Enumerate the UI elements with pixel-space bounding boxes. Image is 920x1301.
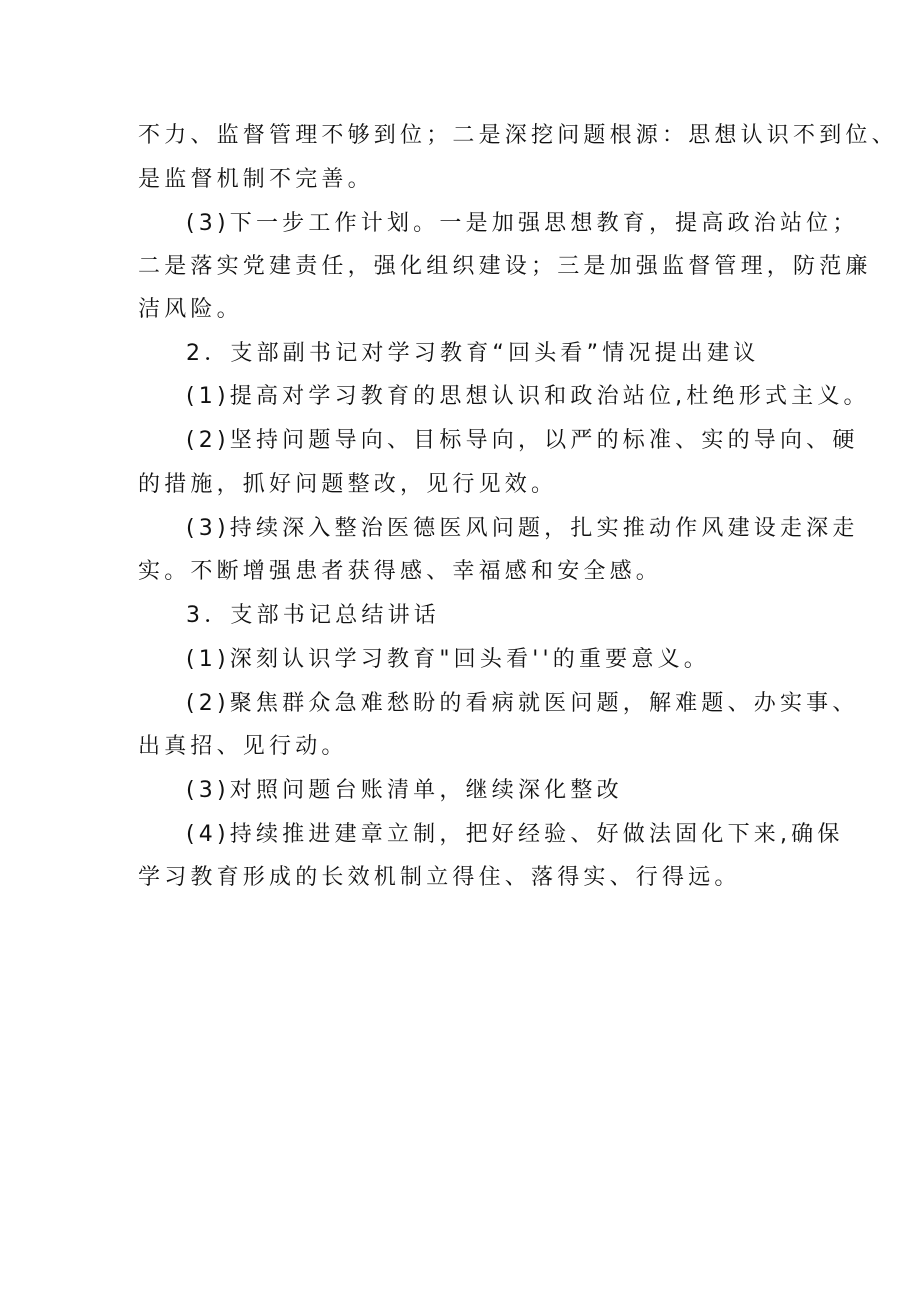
paragraph-line: (2)坚持问题导向、目标导向，以严的标准、实的导向、硬 <box>186 428 859 453</box>
section-heading: 2．支部副书记对学习教育“回头看”情况提出建议 <box>186 341 760 366</box>
paragraph-line: (3)下一步工作计划。一是加强思想教育，提高政治站位； <box>186 211 859 236</box>
paragraph-line: 洁风险。 <box>138 297 243 322</box>
paragraph-line: (1)提高对学习教育的思想认识和政治站位,杜绝形式主义。 <box>186 384 870 409</box>
paragraph-line: 是监督机制不完善。 <box>138 167 374 192</box>
paragraph-line: (4)持续推进建章立制，把好经验、好做法固化下来,确保 <box>186 822 844 847</box>
paragraph-line: 出真招、见行动。 <box>138 734 348 759</box>
paragraph-line: 不力、监督管理不够到位；二是深挖问题根源：思想认识不到位、 <box>138 123 898 148</box>
paragraph-line: (3)持续深入整治医德医风问题，扎实推动作风建设走深走 <box>186 516 859 541</box>
paragraph-line: 的措施，抓好问题整改，见行见效。 <box>138 472 558 497</box>
paragraph-line: (1)深刻认识学习教育"回头看''的重要意义。 <box>186 647 710 672</box>
paragraph-line: (3)对照问题台账清单，继续深化整改 <box>186 778 623 803</box>
section-heading: 3．支部书记总结讲话 <box>186 603 440 628</box>
paragraph-line: 二是落实党建责任，强化组织建设；三是加强监督管理，防范廉 <box>138 254 872 279</box>
paragraph-line: 学习教育形成的长效机制立得住、落得实、行得远。 <box>138 865 741 890</box>
paragraph-line: (2)聚焦群众急难愁盼的看病就医问题，解难题、办实事、 <box>186 691 859 716</box>
paragraph-line: 实。不断增强患者获得感、幸福感和安全感。 <box>138 559 663 584</box>
